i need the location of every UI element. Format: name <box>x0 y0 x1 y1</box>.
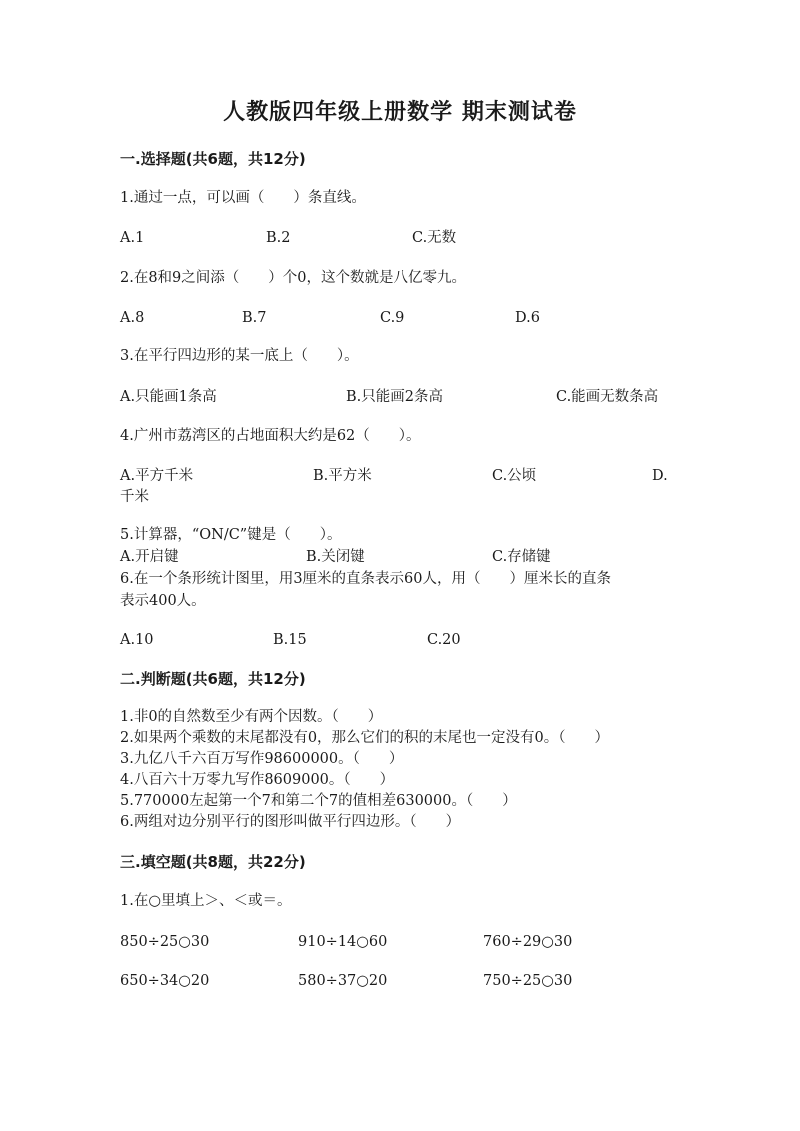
judge-item: 6.两组对边分别平行的图形叫做平行四边形。（ ） <box>120 814 461 830</box>
option: B.平方米 <box>313 468 372 484</box>
option: A.只能画1条高 <box>120 389 217 405</box>
comparison-item: 580÷37○20 <box>298 973 388 989</box>
option: C.9 <box>380 310 405 326</box>
option: C.20 <box>427 632 461 648</box>
question-stem: 1.通过一点，可以画（ ）条直线。 <box>120 190 366 206</box>
judge-item: 3.九亿八千六百万写作98600000。（ ） <box>120 751 404 767</box>
section-heading-fill: 三.填空题(共8题，共22分) <box>120 853 306 871</box>
option: A.10 <box>120 632 154 648</box>
judge-item: 4.八百六十万零九写作8609000。（ ） <box>120 772 395 788</box>
judge-item: 1.非0的自然数至少有两个因数。（ ） <box>120 709 383 725</box>
option: D. <box>652 468 668 484</box>
option: C.公顷 <box>492 468 537 484</box>
question-stem: 2.在8和9之间添（ ）个0，这个数就是八亿零九。 <box>120 270 467 286</box>
option: C.能画无数条高 <box>556 389 659 405</box>
option: B.2 <box>266 230 291 246</box>
option: B.7 <box>242 310 267 326</box>
option: B.关闭键 <box>306 549 365 565</box>
question-stem-continuation: 表示400人。 <box>120 593 206 609</box>
option: A.8 <box>120 310 145 326</box>
section-heading-choice: 一.选择题(共6题，共12分) <box>120 150 306 168</box>
question-stem: 1.在○里填上＞、＜或＝。 <box>120 893 292 909</box>
comparison-item: 850÷25○30 <box>120 934 210 950</box>
option: C.存储键 <box>492 549 551 565</box>
judge-item: 5.770000左起第一个7和第二个7的值相差630000。（ ） <box>120 793 517 809</box>
option: B.15 <box>273 632 307 648</box>
option: A.开启键 <box>120 549 179 565</box>
option: B.只能画2条高 <box>346 389 443 405</box>
option: C.无数 <box>412 230 457 246</box>
question-stem: 3.在平行四边形的某一底上（ ）。 <box>120 348 359 364</box>
option-continuation: 千米 <box>120 489 149 505</box>
option: D.6 <box>515 310 540 326</box>
comparison-item: 910÷14○60 <box>298 934 388 950</box>
page-title: 人教版四年级上册数学 期末测试卷 <box>223 100 577 125</box>
question-stem: 5.计算器，“ON/C”键是（ ）。 <box>120 527 342 543</box>
question-stem: 6.在一个条形统计图里，用3厘米的直条表示60人，用（ ）厘米长的直条 <box>120 571 612 587</box>
option: A.1 <box>120 230 145 246</box>
comparison-item: 650÷34○20 <box>120 973 210 989</box>
comparison-item: 750÷25○30 <box>483 973 573 989</box>
question-stem: 4.广州市荔湾区的占地面积大约是62（ ）。 <box>120 428 421 444</box>
comparison-item: 760÷29○30 <box>483 934 573 950</box>
section-heading-judge: 二.判断题(共6题，共12分) <box>120 670 306 688</box>
judge-item: 2.如果两个乘数的末尾都没有0，那么它们的积的末尾也一定没有0。（ ） <box>120 730 610 746</box>
option: A.平方千米 <box>120 468 194 484</box>
